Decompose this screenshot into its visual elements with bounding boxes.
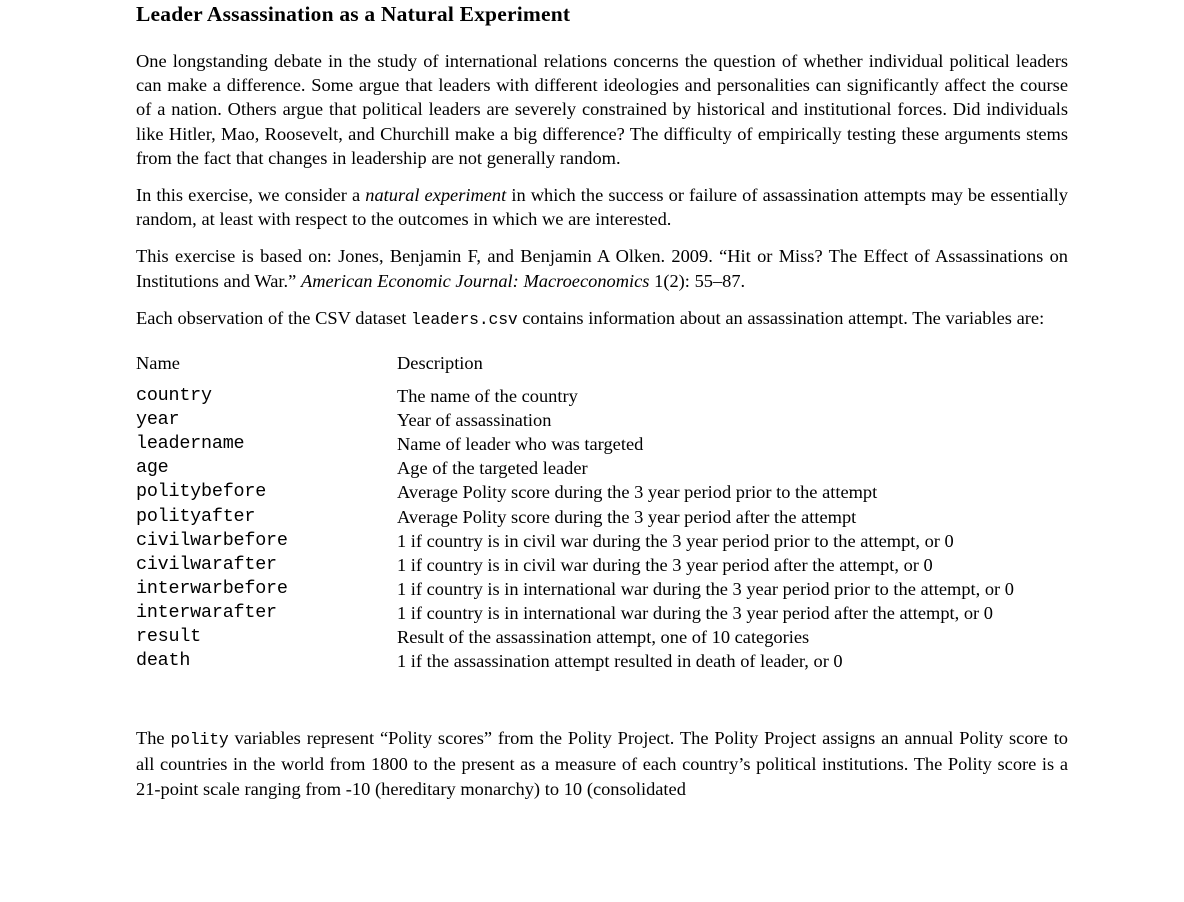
paragraph-citation (136, 244, 1068, 292)
document-body (136, 0, 1068, 801)
variable-name-polityafter: polityafter (136, 505, 256, 527)
column-header-name: Name (136, 353, 180, 374)
variable-description-year: Year of assassination (397, 410, 552, 431)
paragraph-dataset (136, 306, 1068, 332)
variables-table-container (136, 351, 1065, 682)
paragraph-natural-experiment (136, 183, 1068, 231)
table-row (136, 577, 1065, 601)
variables-table-body (136, 375, 1065, 682)
table-row (136, 505, 1065, 529)
table-row (136, 601, 1065, 625)
table-row (136, 432, 1065, 456)
variable-name-politybefore: politybefore (136, 481, 267, 503)
paragraph-natural-experiment-tail: in which the success or failure of assassination attempts may be essentially random, at least with respect to the outcomes in which we are interested. (136, 185, 1068, 230)
spacer-paragraph-2 (136, 231, 1068, 244)
table-row (136, 408, 1065, 432)
table-row (136, 529, 1065, 553)
variable-description-polityafter: Average Polity score during the 3 year period after the attempt (397, 506, 857, 527)
polity-lead: The (136, 728, 171, 749)
page-title: Leader Assassination as a Natural Experiment (136, 2, 571, 26)
variable-description-interwarafter: 1 if country is in international war during the 3 year period after the attempt, or 0 (397, 602, 993, 623)
variable-description-civilwarafter: 1 if country is in civil war during the 3 year period after the attempt, or 0 (397, 554, 933, 575)
variable-name-country: country (136, 385, 212, 407)
paragraph-natural-experiment-lead: In this exercise, we consider a (136, 185, 366, 206)
variable-description-politybefore: Average Polity score during the 3 year period prior to the attempt (397, 482, 878, 503)
column-header-description: Description (397, 353, 483, 374)
variable-description-age: Age of the targeted leader (397, 458, 588, 479)
spacer-after-table (136, 682, 1068, 726)
variable-name-civilwarafter: civilwarafter (136, 553, 277, 575)
table-row (136, 375, 1065, 408)
variable-name-result: result (136, 625, 202, 647)
variables-table (136, 351, 1065, 682)
table-header-row (136, 351, 1065, 375)
variable-name-interwarbefore: interwarbefore (136, 577, 288, 599)
variable-description-interwarbefore: 1 if country is in international war during the 3 year period prior to the attempt, or 0 (397, 578, 1014, 599)
polity-variable-code: polity (170, 730, 229, 750)
variable-name-year: year (136, 409, 180, 431)
polity-tail: variables represent “Polity scores” from the Polity Project. The Polity Project assigns an annual Polity score to all countries in the world from 1800 to the present as a measure of each country’s political institutions. The Polity score is a 21-point scale ranging from -10 (hereditary monarchy) to 10 (consolidated (136, 728, 1068, 799)
variable-description-country: The name of the country (397, 386, 578, 407)
spacer-paragraph-1 (136, 170, 1068, 183)
citation-lead: This exercise is based on: Jones, Benjamin F, and Benjamin A Olken. 2009. “Hit or Miss? The Effect of Assassinations on Institutions and War.” (136, 246, 1068, 291)
citation-journal-title: American Economic Journal: Macroeconomics (301, 270, 650, 291)
variable-description-civilwarbefore: 1 if country is in civil war during the 3 year period prior to the attempt, or 0 (397, 530, 954, 551)
variable-name-age: age (136, 457, 169, 479)
paragraph-intro: One longstanding debate in the study of international relations concerns the question of whether individual political leaders can make a difference. Some argue that leaders with different ideologies and personalities can significantly affect the course of a nation. Others argue that political leaders are severely constrained by historical and institutional forces. Did individuals like Hitler, Mao, Roosevelt, and Churchill make a big difference? The difficulty of empirically testing these arguments stems from the fact that changes in leadership are not generally random. (136, 51, 1068, 168)
spacer-paragraph-3 (136, 293, 1068, 306)
variable-name-death: death (136, 650, 191, 672)
table-row (136, 553, 1065, 577)
dataset-filename-code: leaders.csv (411, 309, 518, 329)
citation-volume-pages: 1(2): 55–87. (649, 270, 746, 291)
table-row (136, 480, 1065, 504)
variables-table-head (136, 351, 1065, 375)
variable-description-result: Result of the assassination attempt, one of 10 categories (397, 626, 810, 647)
dataset-lead: Each observation of the CSV dataset (136, 307, 412, 328)
paragraph-polity (136, 726, 1068, 801)
emphasis-natural-experiment: natural experiment (365, 185, 507, 206)
variable-name-civilwarbefore: civilwarbefore (136, 529, 288, 551)
variable-name-leadername: leadername (136, 433, 245, 455)
variable-description-death: 1 if the assassination attempt resulted in death of leader, or 0 (397, 651, 843, 672)
variable-name-interwarafter: interwarafter (136, 601, 277, 623)
table-row (136, 649, 1065, 682)
spacer-after-title (136, 24, 1068, 49)
table-row (136, 625, 1065, 649)
table-row (136, 456, 1065, 480)
variable-description-leadername: Name of leader who was targeted (397, 434, 644, 455)
dataset-tail: contains information about an assassination attempt. The variables are: (517, 307, 1045, 328)
